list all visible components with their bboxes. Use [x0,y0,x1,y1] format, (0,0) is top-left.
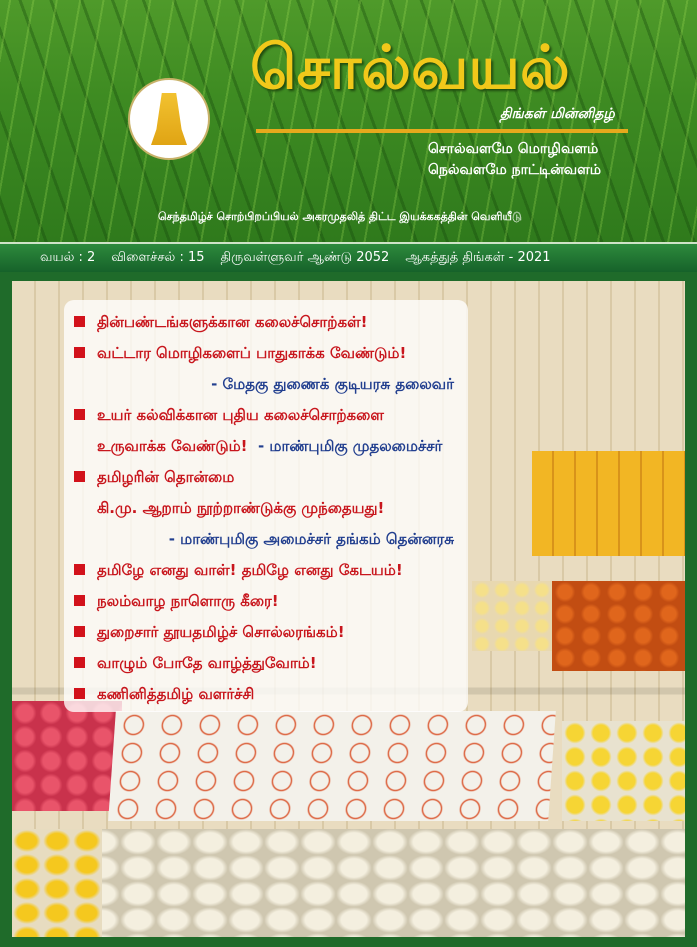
cover-header [0,0,697,242]
bullet-icon [74,688,85,699]
headline-continued: கி.மு. ஆறாம் நூற்றாண்டுக்கு முந்தையது! [97,498,385,517]
headline-attribution: - மேதகு துணைக் குடியரசு தலைவர் [211,374,454,393]
bullet-icon [74,347,85,358]
contents-panel [64,300,468,712]
tamil-nadu-emblem-logo [128,78,210,160]
title-divider [256,129,628,133]
bullet-icon [74,626,85,637]
headline-attribution: - மாண்புமிகு முதலமைச்சர் [257,436,443,455]
issue-number: விளைச்சல் : 15 [111,250,205,265]
temple-icon [151,93,187,145]
issue-month: ஆகத்துத் திங்கள் - 2021 [405,250,551,265]
headline-text: உருவாக்க வேண்டும்! [97,436,248,455]
issue-year: திருவள்ளுவர் ஆண்டு 2052 [220,250,390,265]
headline[interactable] [74,306,468,337]
headline-text: நலம்வாழ நாளொரு கீரை! [97,591,279,610]
headline-text: கணினித்தமிழ் வளர்ச்சி [97,684,255,703]
headline[interactable] [74,554,468,585]
headline[interactable] [74,337,468,368]
bullet-icon [74,471,85,482]
headline-continued [74,430,468,461]
bullet-icon [74,409,85,420]
bullet-icon [74,316,85,327]
headline-text: தின்பண்டங்களுக்கான கலைச்சொற்கள்! [97,312,368,331]
headline-text: வட்டார மொழிகளைப் பாதுகாக்க வேண்டும்! [97,343,407,362]
headline-text: தமிழே எனது வாள்! தமிழே எனது கேடயம்! [97,560,403,579]
issue-volume: வயல் : 2 [40,250,96,265]
motto [428,139,601,181]
headline[interactable] [74,647,468,678]
headline[interactable] [74,461,468,492]
headline[interactable] [74,585,468,616]
headline-text: தமிழரின் தொன்மை [97,467,235,486]
bullet-icon [74,657,85,668]
headline-text: துறைசார் தூயதமிழ்ச் சொல்லரங்கம்! [97,622,345,641]
headline[interactable] [74,616,468,647]
headline-text: வாழும் போதே வாழ்த்துவோம்! [97,653,317,672]
headline[interactable] [74,399,468,430]
headline-text: உயர் கல்விக்கான புதிய கலைச்சொற்களை [97,405,384,424]
motto-line: நெல்வளமே நாட்டின்வளம் [428,162,602,178]
publisher-line: செந்தமிழ்ச் சொற்பிறப்பியல் அகரமுதலித் திட்ட இயக்ககத்தின் வெளியீடு [158,210,522,223]
bullet-icon [74,564,85,575]
headline[interactable] [74,678,468,709]
magazine-subtitle: திங்கள் மின்னிதழ் [500,106,615,122]
issue-info-strip [0,242,697,272]
magazine-title: சொல்வயல் [250,33,570,103]
headline-attribution: - மாண்புமிகு அமைச்சர் தங்கம் தென்னரசு [168,529,454,548]
motto-line: சொல்வளமே மொழிவளம் [428,141,599,157]
bullet-icon [74,595,85,606]
